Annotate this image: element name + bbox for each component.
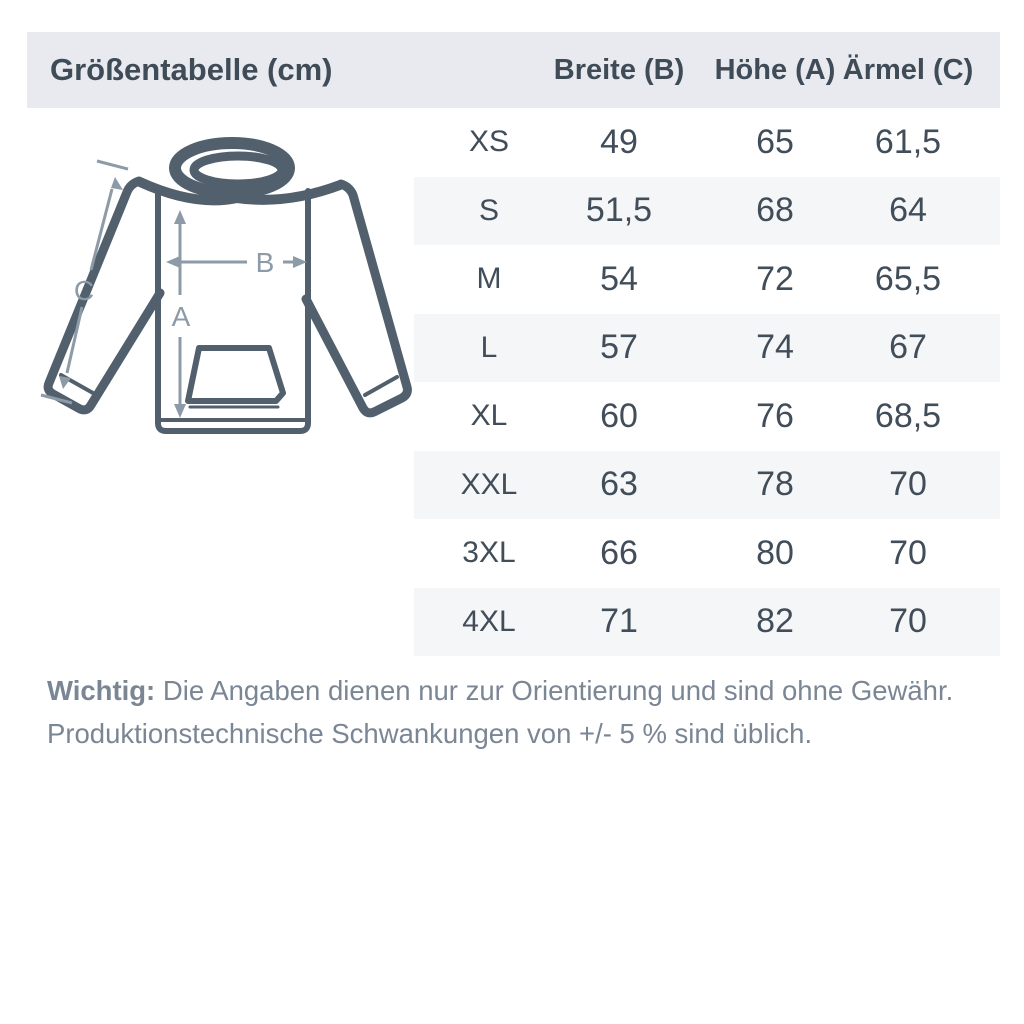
hoodie-outline: [48, 143, 407, 431]
page-title: Größentabelle (cm): [50, 52, 333, 87]
breite-value: 60: [600, 396, 638, 435]
hoehe-value: 68: [756, 191, 794, 230]
table-row-4xl: [414, 588, 1000, 657]
aermel-value: 70: [889, 465, 927, 504]
size-table: [414, 108, 1000, 656]
hoehe-value: 82: [756, 602, 794, 641]
size-label: XL: [470, 399, 508, 433]
disclaimer-note: [47, 669, 977, 756]
size-label: XXL: [460, 467, 518, 501]
table-row-m: [414, 245, 1000, 314]
measure-label-a: A: [171, 301, 191, 332]
hoehe-value: 78: [756, 465, 794, 504]
table-row-s: [414, 177, 1000, 246]
table-row-3xl: [414, 519, 1000, 588]
breite-value: 57: [600, 328, 638, 367]
arrowhead-c-top: [111, 177, 123, 190]
arrowhead-b-left: [166, 256, 180, 268]
breite-value: 66: [600, 533, 638, 572]
table-row-xxl: [414, 451, 1000, 520]
disclaimer-line-2: Produktionstechnische Schwankungen von +/- 5 % sind üblich.: [47, 718, 813, 750]
size-label: M: [476, 262, 502, 296]
table-row-xl: [414, 382, 1000, 451]
aermel-value: 64: [889, 191, 927, 230]
column-header-breite: Breite (B): [553, 53, 685, 86]
size-label: S: [478, 193, 499, 227]
column-headers: [414, 32, 1000, 108]
size-label: 3XL: [462, 536, 516, 570]
hoodie-pocket: [188, 348, 283, 401]
hoodie-measurement-diagram: [35, 115, 425, 475]
disclaimer-line-1: [47, 669, 977, 712]
hood-inner-ring: [194, 156, 282, 184]
aermel-value: 68,5: [874, 396, 942, 435]
right-cuff-line: [365, 377, 397, 395]
hoehe-value: 80: [756, 533, 794, 572]
size-label: 4XL: [462, 604, 516, 638]
aermel-value: 70: [889, 602, 927, 641]
table-row-xs: [414, 108, 1000, 177]
arrowhead-b-right: [293, 256, 307, 268]
hoehe-value: 76: [756, 396, 794, 435]
breite-value: 49: [600, 122, 638, 161]
column-header-aermel: Ärmel (C): [842, 53, 974, 86]
size-label: XS: [468, 125, 510, 159]
size-chart-header: [27, 32, 1000, 108]
measure-label-c: C: [73, 275, 95, 306]
arrowhead-a-bottom: [174, 404, 186, 418]
table-row-l: [414, 314, 1000, 383]
breite-value: 51,5: [585, 191, 653, 230]
disclaimer-label: Wichtig:: [47, 675, 156, 706]
hoehe-value: 65: [756, 122, 794, 161]
hoehe-value: 74: [756, 328, 794, 367]
breite-value: 63: [600, 465, 638, 504]
arrowhead-c-bottom: [59, 376, 71, 389]
aermel-value: 67: [889, 328, 927, 367]
breite-value: 71: [600, 602, 638, 641]
measure-label-b: B: [255, 247, 275, 278]
disclaimer-text-1: Die Angaben dienen nur zur Orientierung und sind ohne Gewähr.: [162, 675, 954, 706]
size-label: L: [480, 330, 498, 364]
arrowhead-a-top: [174, 210, 186, 224]
arrowheads: [59, 177, 307, 418]
column-header-hoehe: Höhe (A): [714, 53, 836, 86]
aermel-value: 61,5: [874, 122, 942, 161]
aermel-value: 70: [889, 533, 927, 572]
breite-value: 54: [600, 259, 638, 298]
aermel-value: 65,5: [874, 259, 942, 298]
hoehe-value: 72: [756, 259, 794, 298]
